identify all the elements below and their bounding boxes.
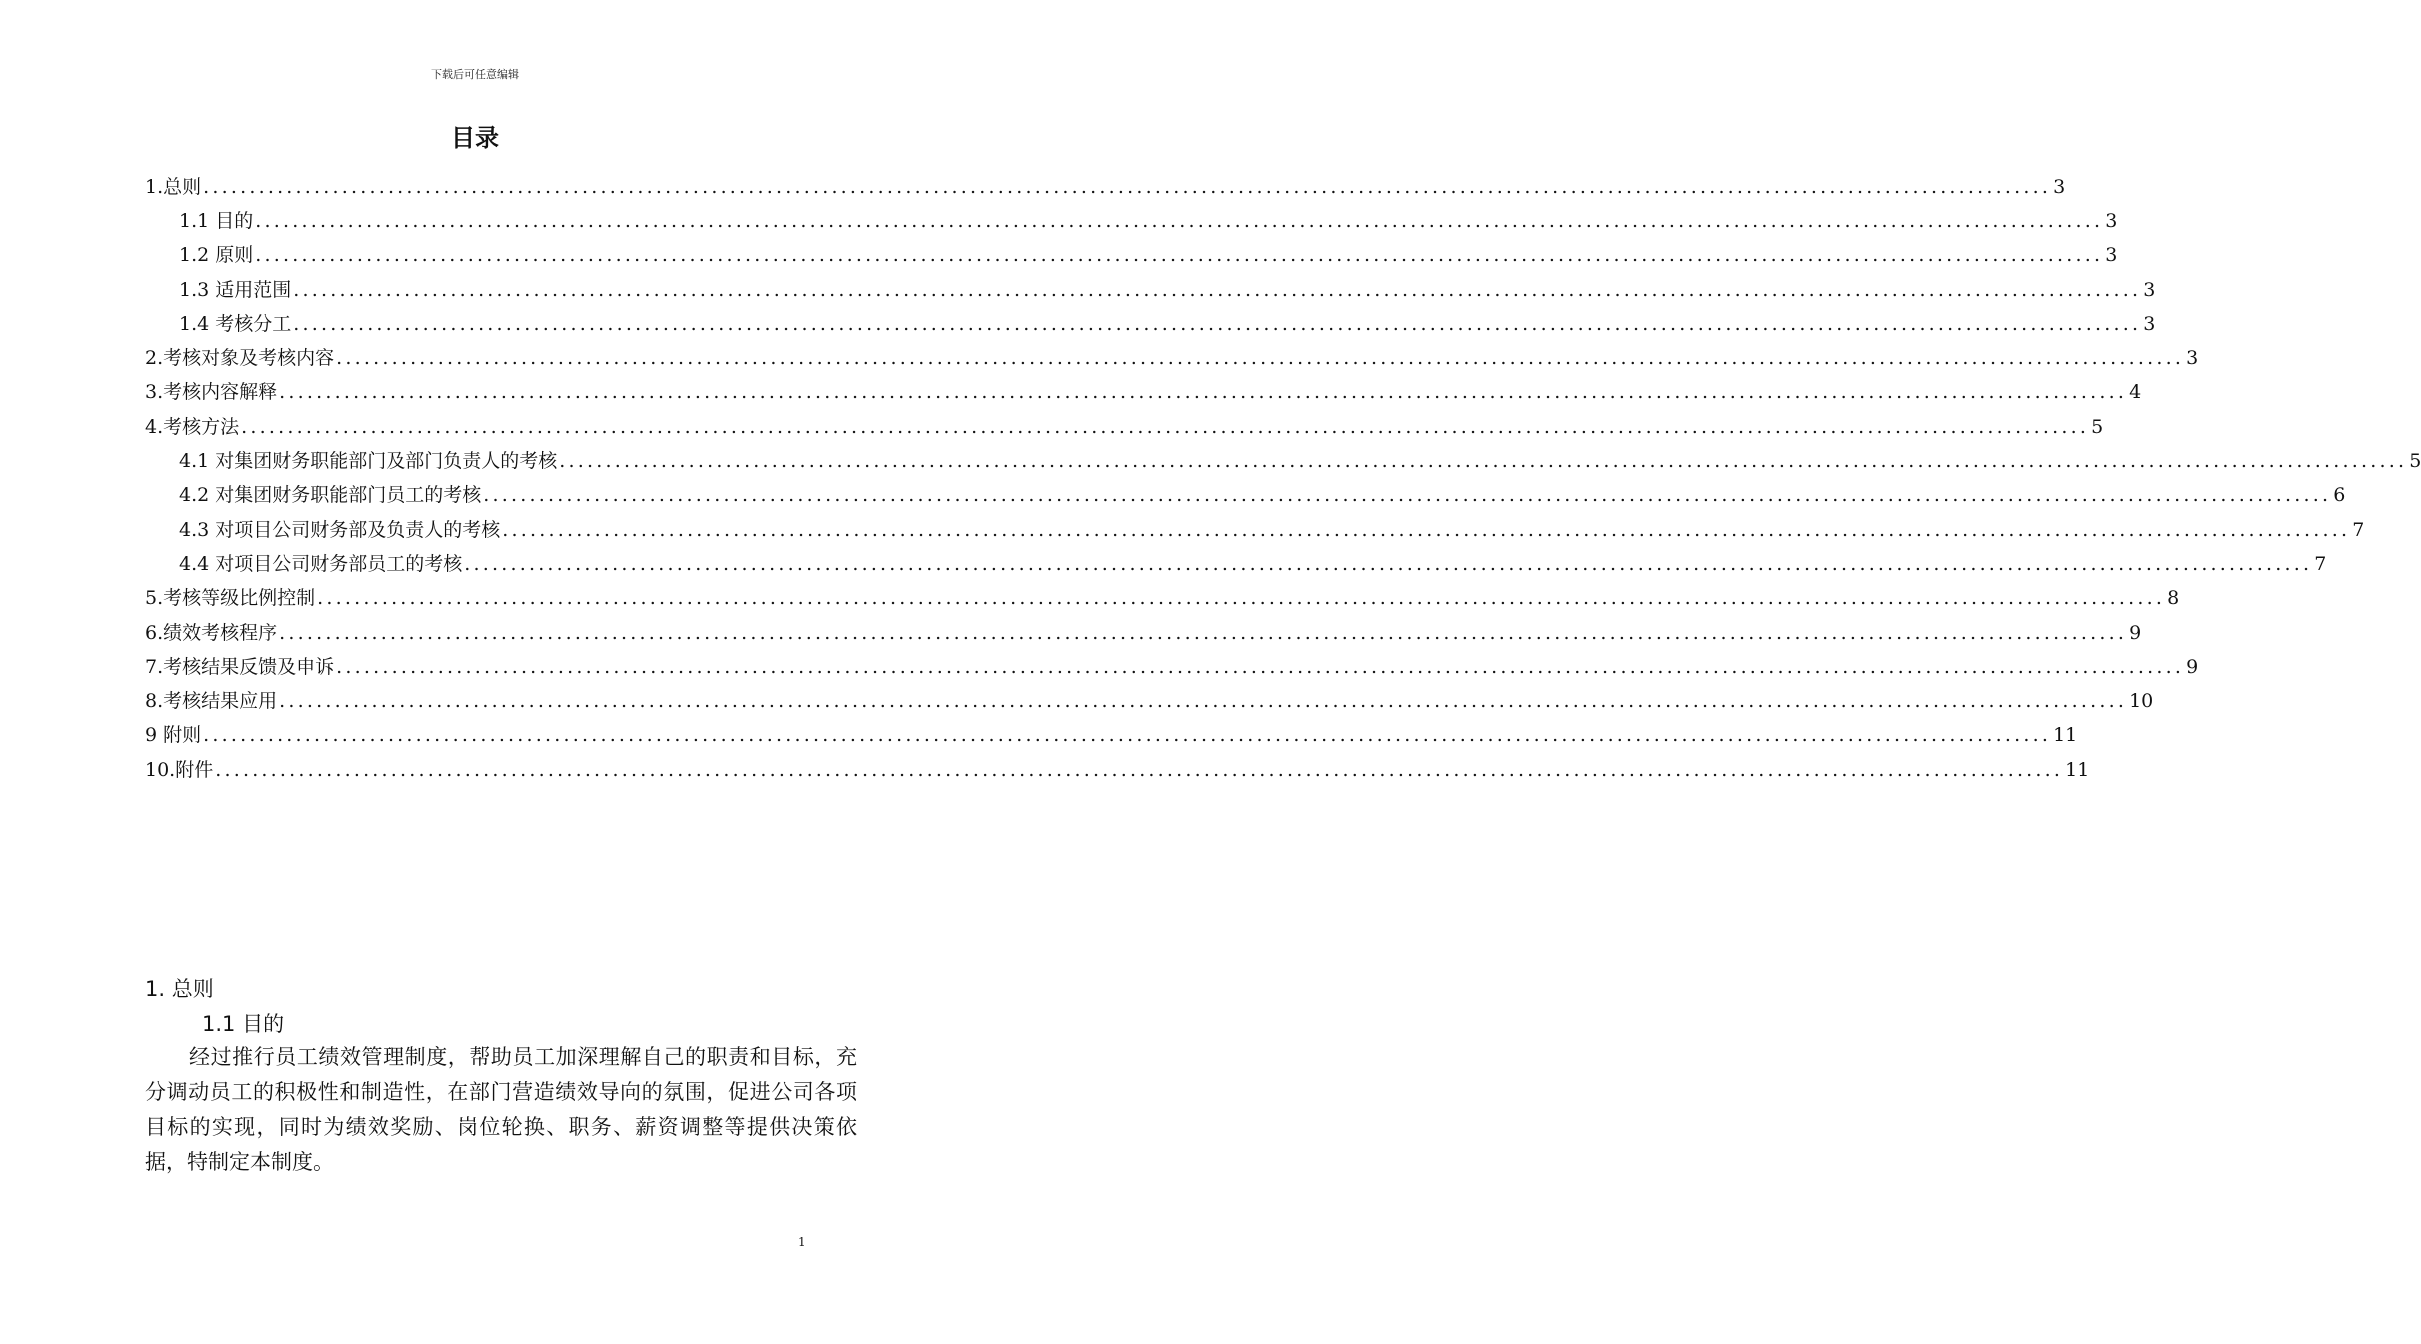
toc-entry-page: 7 [2352, 518, 2365, 541]
toc-leader-dots: ........................................................................................................................................................................................................ [241, 415, 2090, 438]
toc-entry-text: 考核结果应用 [163, 690, 278, 713]
toc-leader-dots: ........................................................................................................................................................................................................ [215, 758, 2064, 781]
toc-entry[interactable] [145, 719, 2078, 753]
toc-entry-text: 对集团财务职能部门员工的考核 [215, 484, 482, 507]
toc-entry-label [179, 518, 501, 541]
toc-entry-page: 7 [2314, 552, 2327, 575]
toc-entry-text: 对项目公司财务部及负责人的考核 [215, 518, 501, 541]
toc-entry-label [145, 726, 201, 745]
subsection-heading: 1.1 目的 [202, 1012, 285, 1036]
toc-leader-dots: ........................................................................................................................................................................................................ [336, 655, 2185, 678]
toc-entry-label [145, 655, 335, 678]
toc-leader-dots: ........................................................................................................................................................................................................ [464, 552, 2313, 575]
toc-entry-label [145, 383, 277, 402]
toc-entry[interactable] [145, 170, 2066, 204]
toc-entry-label [179, 312, 292, 335]
toc-entry-label [179, 246, 253, 265]
toc-entry-label [145, 175, 202, 198]
toc-leader-dots: ........................................................................................................................................................................................................ [293, 278, 2142, 301]
toc-entry-text: 附则 [163, 724, 202, 747]
toc-entry-text: 考核结果反馈及申诉 [163, 655, 335, 678]
toc-leader-dots: ........................................................................................................................................................................................................ [293, 312, 2142, 335]
toc-entry-number: 1.4 [179, 312, 210, 335]
toc-entry-label [145, 621, 278, 644]
toc-entry-number: 8. [145, 690, 164, 713]
toc-entry[interactable] [145, 273, 2156, 307]
toc-entry-number: 4. [145, 415, 164, 438]
toc-entry[interactable] [145, 307, 2156, 341]
toc-entry-text: 考核等级比例控制 [163, 587, 316, 610]
toc-entry-text: 总则 [163, 175, 202, 198]
toc-entry-page: 3 [2186, 347, 2199, 370]
toc-entry-label [179, 552, 463, 575]
toc-entry-number: 4.3 [179, 518, 210, 541]
toc-entry[interactable] [145, 684, 2154, 718]
page-number: 1 [798, 1235, 806, 1249]
toc-leader-dots: ........................................................................................................................................................................................................ [279, 690, 2128, 713]
toc-entry[interactable] [145, 204, 2118, 238]
toc-entry[interactable] [145, 513, 2365, 547]
toc-entry-page: 6 [2333, 484, 2346, 507]
body-paragraph: 经过推行员工绩效管理制度，帮助员工加深理解自己的职责和目标，充分调动员工的积极性和制造性，在部门营造绩效导向的氛围，促进公司各项目标的实现，同时为绩效奖励、岗位轮换、职务、薪资调整等提供决策依据，特制定本制度。 [145, 1045, 857, 1174]
toc-entry-number: 1.3 [179, 278, 210, 301]
toc-entry-text: 对集团财务职能部门及部门负责人的考核 [215, 450, 558, 473]
toc-entry-text: 绩效考核程序 [163, 621, 278, 644]
toc-entry-number: 5. [145, 587, 164, 610]
toc-entry-page: 3 [2143, 312, 2156, 335]
toc-entry-number: 4.4 [179, 552, 210, 575]
toc-entry[interactable] [145, 341, 2199, 375]
toc-entry-number: 4.1 [179, 450, 210, 473]
toc-entry-text: 适用范围 [215, 278, 292, 301]
toc-entry-page: 9 [2129, 621, 2142, 644]
toc-entry-label [179, 209, 254, 232]
toc-entry-label [145, 349, 334, 368]
toc-entry-page: 8 [2167, 587, 2180, 610]
toc-leader-dots: ........................................................................................................................................................................................................ [559, 450, 2408, 473]
toc-entry-text: 目的 [215, 209, 254, 232]
toc-entry-label [145, 415, 240, 438]
toc-entry-text: 原则 [215, 244, 254, 267]
toc-entry[interactable] [145, 376, 2142, 410]
toc-entry-number: 1. [145, 175, 164, 198]
toc-entry-number: 10. [145, 758, 176, 781]
toc-entry-text: 附件 [175, 758, 214, 781]
toc-entry[interactable] [145, 479, 2346, 513]
toc-leader-dots: ........................................................................................................................................................................................................ [255, 244, 2104, 267]
toc-entry-page: 3 [2105, 244, 2118, 267]
toc-entry-label [145, 589, 315, 608]
toc-entry-label [179, 486, 481, 505]
toc-entry-number: 1.2 [179, 244, 210, 267]
toc-entry-number: 7. [145, 655, 164, 678]
toc-entry-text: 考核对象及考核内容 [163, 347, 335, 370]
toc-leader-dots: ........................................................................................................................................................................................................ [203, 724, 2052, 747]
toc-entry-label [179, 278, 292, 301]
toc-entry-page: 5 [2409, 450, 2421, 473]
toc-leader-dots: ........................................................................................................................................................................................................ [279, 621, 2128, 644]
toc-entry-page: 5 [2091, 415, 2104, 438]
toc-entry-label [145, 692, 277, 711]
header-note: 下载后可任意编辑 [431, 68, 519, 81]
toc-leader-dots: ........................................................................................................................................................................................................ [336, 347, 2185, 370]
toc-entry-page: 4 [2129, 381, 2142, 404]
toc-entry[interactable] [145, 444, 2421, 478]
toc-entry[interactable] [145, 410, 2104, 444]
toc-entry-page: 3 [2105, 209, 2118, 232]
toc-entry[interactable] [145, 616, 2142, 650]
toc-entry-number: 3. [145, 381, 164, 404]
toc-entry-page: 11 [2053, 724, 2078, 747]
toc-entry-page: 9 [2186, 655, 2199, 678]
toc-entry[interactable] [145, 753, 2090, 787]
toc-entry-number: 2. [145, 347, 164, 370]
toc-entry-label [145, 758, 214, 781]
toc-entry-number: 6. [145, 621, 164, 644]
toc-entry-number: 1.1 [179, 209, 210, 232]
toc-leader-dots: ........................................................................................................................................................................................................ [483, 484, 2332, 507]
toc-entry-number: 9 [145, 724, 158, 747]
table-of-contents [145, 170, 2421, 787]
toc-entry-number: 4.2 [179, 484, 210, 507]
toc-title: 目录 [451, 124, 499, 152]
toc-entry-page: 3 [2143, 278, 2156, 301]
toc-entry[interactable] [145, 239, 2118, 273]
toc-entry[interactable] [145, 582, 2180, 616]
toc-leader-dots: ........................................................................................................................................................................................................ [255, 209, 2104, 232]
toc-entry-text: 考核内容解释 [163, 381, 278, 404]
section-heading: 1. 总则 [145, 977, 214, 1001]
toc-entry[interactable] [145, 650, 2199, 684]
toc-leader-dots: ........................................................................................................................................................................................................ [279, 381, 2128, 404]
toc-leader-dots: ........................................................................................................................................................................................................ [317, 587, 2166, 610]
toc-entry-label [179, 452, 557, 471]
toc-entry-page: 3 [2053, 175, 2066, 198]
toc-entry-text: 对项目公司财务部员工的考核 [215, 552, 463, 575]
toc-leader-dots: ........................................................................................................................................................................................................ [203, 175, 2052, 198]
toc-entry-text: 考核方法 [163, 415, 240, 438]
toc-entry[interactable] [145, 547, 2327, 581]
toc-entry-text: 考核分工 [215, 312, 292, 335]
toc-entry-page: 10 [2129, 690, 2154, 713]
toc-entry-page: 11 [2065, 758, 2090, 781]
toc-leader-dots: ........................................................................................................................................................................................................ [502, 518, 2351, 541]
